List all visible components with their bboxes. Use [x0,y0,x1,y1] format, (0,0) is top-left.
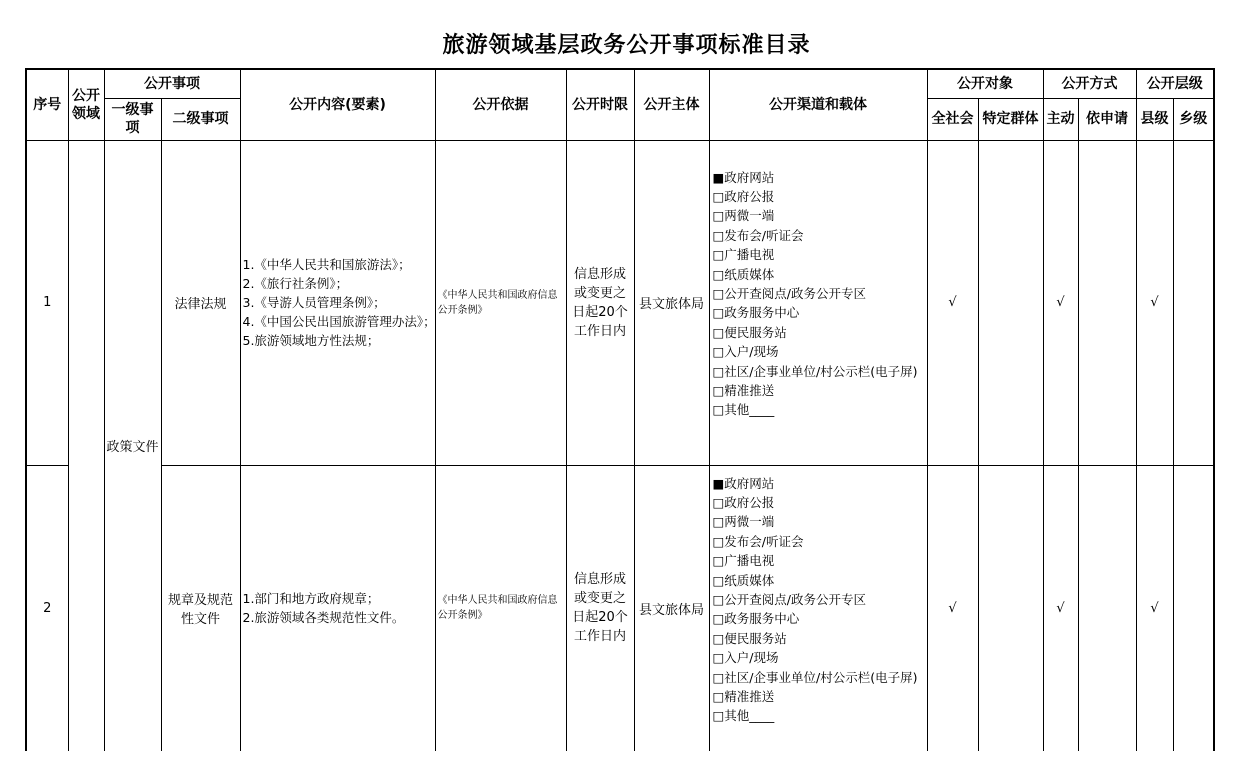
row-basis: 《中华人民共和国政府信息公开条例》 [435,140,566,465]
content-line: 3.《导游人员管理条例》； [242,295,386,310]
row-level-township [1173,140,1214,465]
channel-item: □入户/现场 [712,650,779,666]
header-method-active: 主动 [1043,98,1078,140]
channel-item: □其他____ [712,402,775,418]
header-domain: 公开领域 [68,69,104,140]
header-level-township: 乡级 [1173,98,1214,140]
channel-item: □政务服务中心 [712,305,800,321]
row-time-limit: 信息形成或变更之日起20个工作日内 [566,465,634,751]
header-level-county: 县级 [1136,98,1173,140]
row-content [240,465,435,751]
channel-item: ■政府网站 [712,169,775,185]
header-level2: 二级事项 [161,98,240,140]
header-target-group: 公开对象 [927,69,1043,98]
row-target-all: √ [927,465,978,751]
content-line: 1.部门和地方政府规章； [242,591,380,607]
table-row [26,465,1214,751]
channel-item: □两微一端 [712,208,775,224]
row-method-apply [1078,140,1136,465]
channel-item: □广播电视 [712,553,775,569]
channel-item: □公开查阅点/政务公开专区 [712,591,867,607]
domain-cell [68,140,104,751]
row-target-specific [978,465,1043,751]
header-subject: 公开主体 [634,69,709,140]
channel-item: □政务服务中心 [712,611,800,627]
header-channels: 公开渠道和载体 [709,69,927,140]
row-channels [709,140,927,465]
level1-cell: 政策文件 [104,140,161,751]
channel-item: □精准推送 [712,688,775,704]
channel-item: □便民服务站 [712,630,787,646]
channel-item: □纸质媒体 [712,572,775,588]
channel-item: □发布会/听证会 [712,533,804,549]
channel-item: □其他____ [712,708,775,724]
row-level-township [1173,465,1214,751]
header-method-group: 公开方式 [1043,69,1136,98]
header-target-all: 全社会 [927,98,978,140]
content-line: 2.《旅行社条例》； [242,276,349,291]
row-seq: 2 [26,465,68,751]
row-basis: 《中华人民共和国政府信息公开条例》 [435,465,566,751]
channel-item: □公开查阅点/政务公开专区 [712,285,867,301]
row-target-specific [978,140,1043,465]
row-method-apply [1078,465,1136,751]
row-target-all: √ [927,140,978,465]
row-level2: 规章及规范性文件 [161,465,240,751]
header-seq: 序号 [26,69,68,140]
channel-item: □政府公报 [712,188,775,204]
header-time-limit: 公开时限 [566,69,634,140]
row-seq: 1 [26,140,68,465]
row-method-active: √ [1043,465,1078,751]
content-line: 4.《中国公民出国旅游管理办法》； 5.旅游领域地方性法规； [242,314,446,348]
row-level2: 法律法规 [161,140,240,465]
row-method-active: √ [1043,140,1078,465]
channel-item: □精准推送 [712,382,775,398]
channel-item: □社区/企事业单位/村公示栏(电子屏) [712,669,918,685]
header-level1: 一级事项 [104,98,161,140]
row-level-county: √ [1136,140,1173,465]
document-title: 旅游领域基层政务公开事项标准目录 [442,32,811,58]
row-time-limit: 信息形成或变更之日起20个工作日内 [566,140,634,465]
channel-item: □便民服务站 [712,324,787,340]
channel-item: □广播电视 [712,247,775,263]
content-line: 1.《中华人民共和国旅游法》； [242,257,411,272]
header-content: 公开内容(要素) [240,69,435,140]
header-level-group: 公开层级 [1136,69,1214,98]
channel-item: □发布会/听证会 [712,227,804,243]
header-method-apply: 依申请 [1078,98,1136,140]
content-line: 2.旅游领域各类规范性文件。 [242,610,405,626]
catalog-table [25,68,1215,751]
channel-item: □政府公报 [712,494,775,510]
channel-item: ■政府网站 [712,475,775,491]
row-subject: 县文旅体局 [634,465,709,751]
channel-item: □社区/企事业单位/村公示栏(电子屏) [712,363,918,379]
table-row [26,140,1214,465]
row-level-county: √ [1136,465,1173,751]
row-channels [709,465,927,751]
row-subject: 县文旅体局 [634,140,709,465]
channel-item: □纸质媒体 [712,266,775,282]
header-items-group: 公开事项 [104,69,240,98]
channel-item: □两微一端 [712,514,775,530]
row-content [240,140,446,465]
channel-item: □入户/现场 [712,344,779,360]
header-target-specific: 特定群体 [978,98,1043,140]
header-basis: 公开依据 [435,69,566,140]
